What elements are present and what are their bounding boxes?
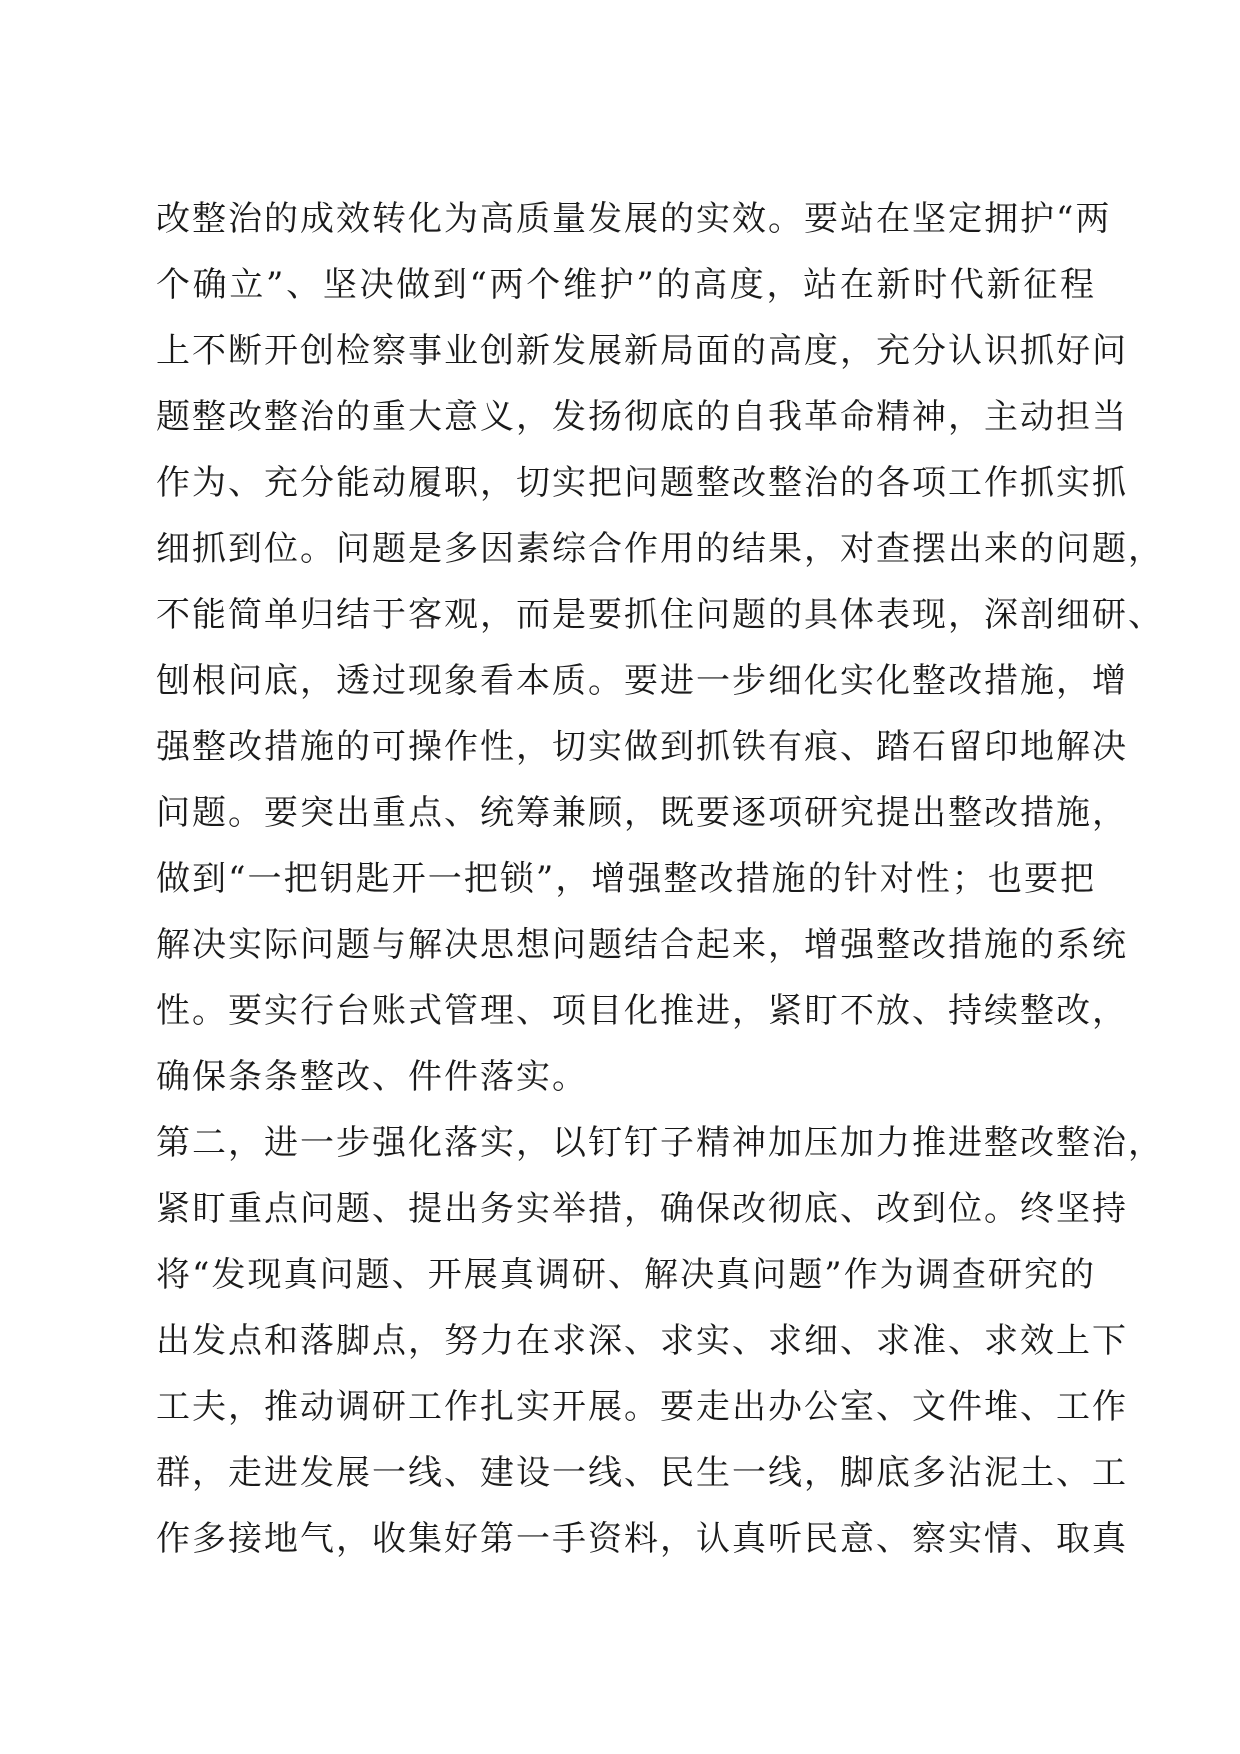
text-line: 确保条条整改、件件落实。: [156, 1057, 588, 1097]
text-line: 题整改整治的重大意义，发扬彻底的自我革命精神，主动担当: [156, 397, 1128, 437]
text-line: 上不断开创检察事业创新发展新局面的高度，充分认识抓好问: [156, 331, 1128, 371]
text-line: 工夫，推动调研工作扎实开展。要走出办公室、文件堆、工作: [156, 1387, 1128, 1427]
text-line: 做到“一把钥匙开一把锁”，增强整改措施的针对性；也要把: [156, 859, 1096, 899]
text-line: 解决实际问题与解决思想问题结合起来，增强整改措施的系统: [156, 925, 1128, 965]
text-line: 问题。要突出重点、统筹兼顾，既要逐项研究提出整改措施，: [156, 793, 1128, 833]
text-line: 群，走进发展一线、建设一线、民生一线，脚底多沾泥土、工: [156, 1453, 1128, 1493]
text-line: 改整治的成效转化为高质量发展的实效。要站在坚定拥护“两: [156, 199, 1112, 239]
text-line: 性。要实行台账式管理、项目化推进，紧盯不放、持续整改，: [156, 991, 1128, 1031]
text-line: 个确立”、坚决做到“两个维护”的高度，站在新时代新征程: [156, 265, 1096, 305]
text-line: 作为、充分能动履职，切实把问题整改整治的各项工作抓实抓: [156, 463, 1128, 503]
text-line: 强整改措施的可操作性，切实做到抓铁有痕、踏石留印地解决: [156, 727, 1128, 767]
body-text: [156, 186, 1164, 1572]
text-line: 细抓到位。问题是多因素综合作用的结果，对查摆出来的问题，: [156, 529, 1164, 569]
text-line: 将“发现真问题、开展真调研、解决真问题”作为调查研究的: [156, 1255, 1096, 1295]
text-line: 刨根问底，透过现象看本质。要进一步细化实化整改措施，增: [156, 661, 1128, 701]
text-line: 不能简单归结于客观，而是要抓住问题的具体表现，深剖细研、: [156, 595, 1164, 635]
text-line: 紧盯重点问题、提出务实举措，确保改彻底、改到位。终坚持: [156, 1189, 1128, 1229]
text-line: 出发点和落脚点，努力在求深、求实、求细、求准、求效上下: [156, 1321, 1128, 1361]
text-line: 作多接地气，收集好第一手资料，认真听民意、察实情、取真: [156, 1519, 1128, 1559]
text-line: 第二，进一步强化落实，以钉钉子精神加压加力推进整改整治，: [156, 1123, 1164, 1163]
